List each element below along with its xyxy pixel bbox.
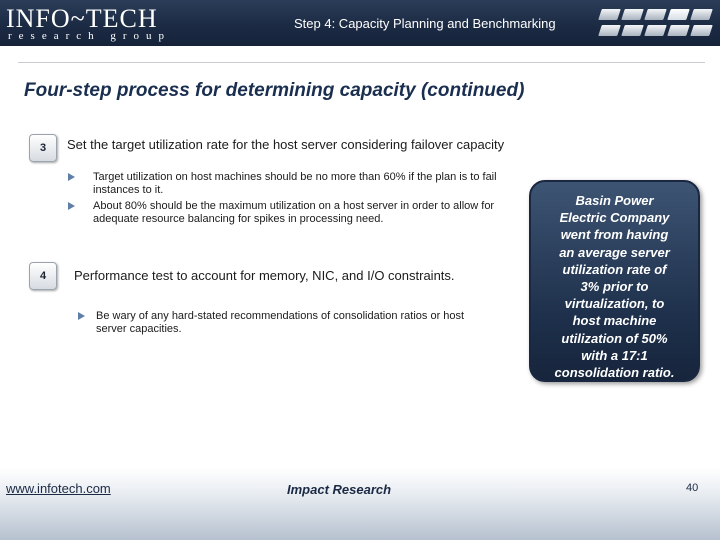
header-bar	[0, 0, 720, 46]
step-box	[644, 9, 667, 20]
step-4-text: Performance test to account for memory, NIC, and I/O constraints.	[74, 268, 455, 283]
step-number-icon: 4	[29, 262, 57, 290]
step-box-current	[667, 9, 690, 20]
footer-tagline: Impact Research	[287, 482, 392, 497]
step-box	[667, 25, 690, 36]
step-box	[690, 9, 713, 20]
footer-bar	[0, 468, 720, 540]
step-3-bullet-2: About 80% should be the maximum utilization on a host server in order to allow for adequate resource balancing for spikes in processing need.	[93, 200, 495, 225]
page-number: 40	[686, 482, 699, 494]
slide-title: Four-step process for determining capacity (continued)	[24, 80, 525, 101]
section-title: Step 4: Capacity Planning and Benchmarking	[294, 16, 556, 31]
bullet-icon	[68, 202, 75, 210]
step-box	[644, 25, 667, 36]
step-box	[598, 9, 621, 20]
footer-website-link[interactable]: www.infotech.com	[6, 481, 111, 496]
step-box	[621, 9, 644, 20]
title-divider	[18, 62, 705, 63]
bullet-icon	[68, 173, 75, 181]
step-4-bullet-1: Be wary of any hard-stated recommendations of consolidation ratios or host server capacities.	[96, 310, 465, 335]
case-study-callout	[529, 180, 700, 382]
step-progress-indicator	[598, 9, 714, 39]
logo-main-text: INFO~TECH	[6, 4, 158, 33]
step-3-text: Set the target utilization rate for the host server considering failover capacity	[67, 137, 505, 152]
callout-text: Basin Power Electric Company went from having an average server utilization rate of 3% prior to virtualization, to host machine utilization of 50% with a 17:1 consolidation ratio.	[554, 193, 675, 381]
step-box	[621, 25, 644, 36]
logo-sub-text: research group	[8, 30, 172, 42]
bullet-icon	[78, 312, 85, 320]
step-3-bullet-1: Target utilization on host machines should be no more than 60% if the plan is to fail instances to it.	[93, 171, 497, 196]
step-box	[690, 25, 713, 36]
step-number-icon: 3	[29, 134, 57, 162]
step-box	[598, 25, 621, 36]
info-tech-logo[interactable]	[6, 4, 196, 42]
